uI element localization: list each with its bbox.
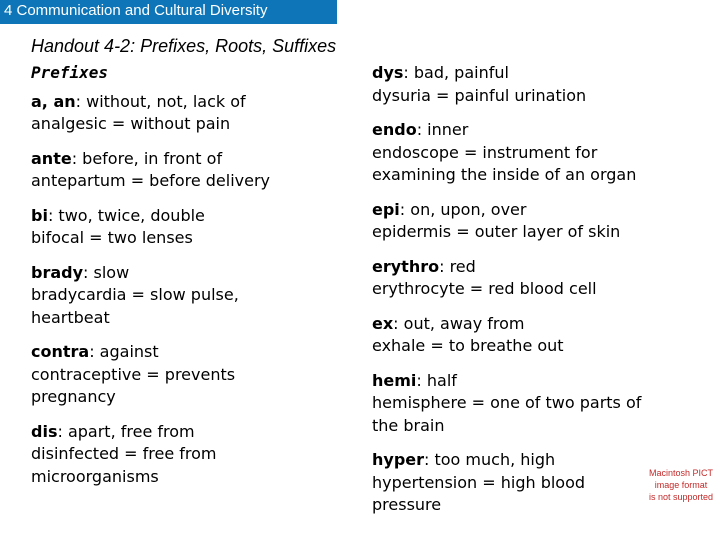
placeholder-line: is not supported	[648, 492, 714, 502]
prefix-entry-brady	[31, 262, 351, 330]
prefix-line	[372, 256, 712, 279]
prefix-term: ex	[372, 313, 394, 333]
prefix-definition: : bad, painful	[403, 63, 509, 82]
prefix-entry-a-an	[31, 91, 351, 136]
prefix-term: brady	[31, 262, 84, 282]
prefix-example: dysuria = painful urination	[372, 85, 587, 105]
prefix-example: pressure	[372, 495, 442, 514]
prefix-line	[31, 421, 351, 444]
prefix-line	[372, 199, 712, 222]
prefix-term: hemi	[372, 370, 417, 390]
placeholder-line: image format	[654, 480, 708, 490]
prefix-line	[31, 148, 351, 171]
prefix-example: contraceptive = prevents	[31, 364, 236, 384]
prefix-definition: : against	[89, 342, 159, 361]
prefix-term: erythro	[372, 256, 440, 276]
prefix-example: bifocal = two lenses	[31, 228, 193, 247]
prefix-line	[31, 341, 351, 364]
prefix-line	[372, 313, 712, 336]
prefix-entry-dys	[372, 62, 712, 107]
prefix-term: endo	[372, 120, 417, 139]
prefix-example: pregnancy	[31, 387, 116, 406]
prefix-term: dis	[31, 421, 58, 441]
prefix-example: disinfected = free from	[31, 444, 217, 463]
prefix-line	[372, 119, 712, 142]
prefix-definition: : too much, high	[424, 450, 556, 469]
prefix-entry-dis	[31, 421, 351, 489]
prefix-term: hyper	[372, 450, 425, 469]
prefix-definition: : without, not, lack of	[75, 91, 246, 111]
placeholder-line: Macintosh PICT	[648, 468, 714, 478]
unsupported-image-placeholder	[645, 467, 717, 519]
prefix-definition: : apart, free from	[57, 421, 195, 441]
handout-title: Handout 4-2: Prefixes, Roots, Suffixes	[31, 36, 337, 56]
prefix-definition: : on, upon, over	[399, 199, 527, 219]
prefix-term: dys	[372, 63, 404, 82]
prefix-entry-hemi	[372, 370, 712, 438]
prefix-definition: : out, away from	[393, 313, 525, 333]
prefix-definition: : inner	[416, 120, 469, 139]
prefix-term: a, an	[31, 91, 76, 111]
prefix-term: bi	[31, 205, 48, 225]
prefix-definition: : slow	[83, 262, 130, 282]
prefix-example: analgesic = without pain	[31, 114, 231, 133]
prefix-entry-ex	[372, 313, 712, 358]
prefix-entry-endo	[372, 119, 712, 187]
prefix-entry-bi	[31, 205, 351, 250]
prefix-example: epidermis = outer layer of skin	[372, 222, 621, 241]
prefix-example: heartbeat	[31, 307, 110, 327]
prefix-example: antepartum = before delivery	[31, 171, 271, 190]
header-title: 4 Communication and Cultural Diversity	[4, 2, 268, 19]
prefix-line	[372, 62, 712, 85]
prefix-entry-contra	[31, 341, 351, 409]
prefix-term: ante	[31, 148, 72, 168]
prefix-term: contra	[31, 342, 90, 361]
prefix-example: exhale = to breathe out	[372, 336, 564, 355]
prefix-example: bradycardia = slow pulse,	[31, 285, 239, 304]
prefix-definition: : before, in front of	[71, 148, 223, 168]
prefix-line	[31, 91, 351, 114]
prefix-example: microorganisms	[31, 466, 159, 486]
left-column	[31, 62, 351, 500]
prefix-example: examining the inside of an organ	[372, 165, 637, 184]
prefix-term: epi	[372, 199, 400, 219]
right-column	[372, 62, 712, 529]
header-bar	[0, 0, 337, 24]
prefix-example: endoscope = instrument for	[372, 142, 598, 162]
prefix-line	[372, 370, 712, 393]
prefix-example: hypertension = high blood	[372, 472, 586, 492]
section-heading-prefixes: Prefixes	[31, 63, 109, 82]
prefix-definition: : half	[416, 370, 457, 390]
prefix-example: the brain	[372, 415, 445, 435]
prefix-definition: : red	[439, 256, 476, 276]
prefix-example: hemisphere = one of two parts of	[372, 393, 642, 412]
prefix-line	[31, 205, 351, 228]
prefix-line	[31, 262, 351, 285]
prefix-entry-erythro	[372, 256, 712, 301]
prefix-entry-epi	[372, 199, 712, 244]
prefix-entry-ante	[31, 148, 351, 193]
prefix-example: erythrocyte = red blood cell	[372, 279, 597, 298]
prefix-definition: : two, twice, double	[47, 205, 205, 225]
